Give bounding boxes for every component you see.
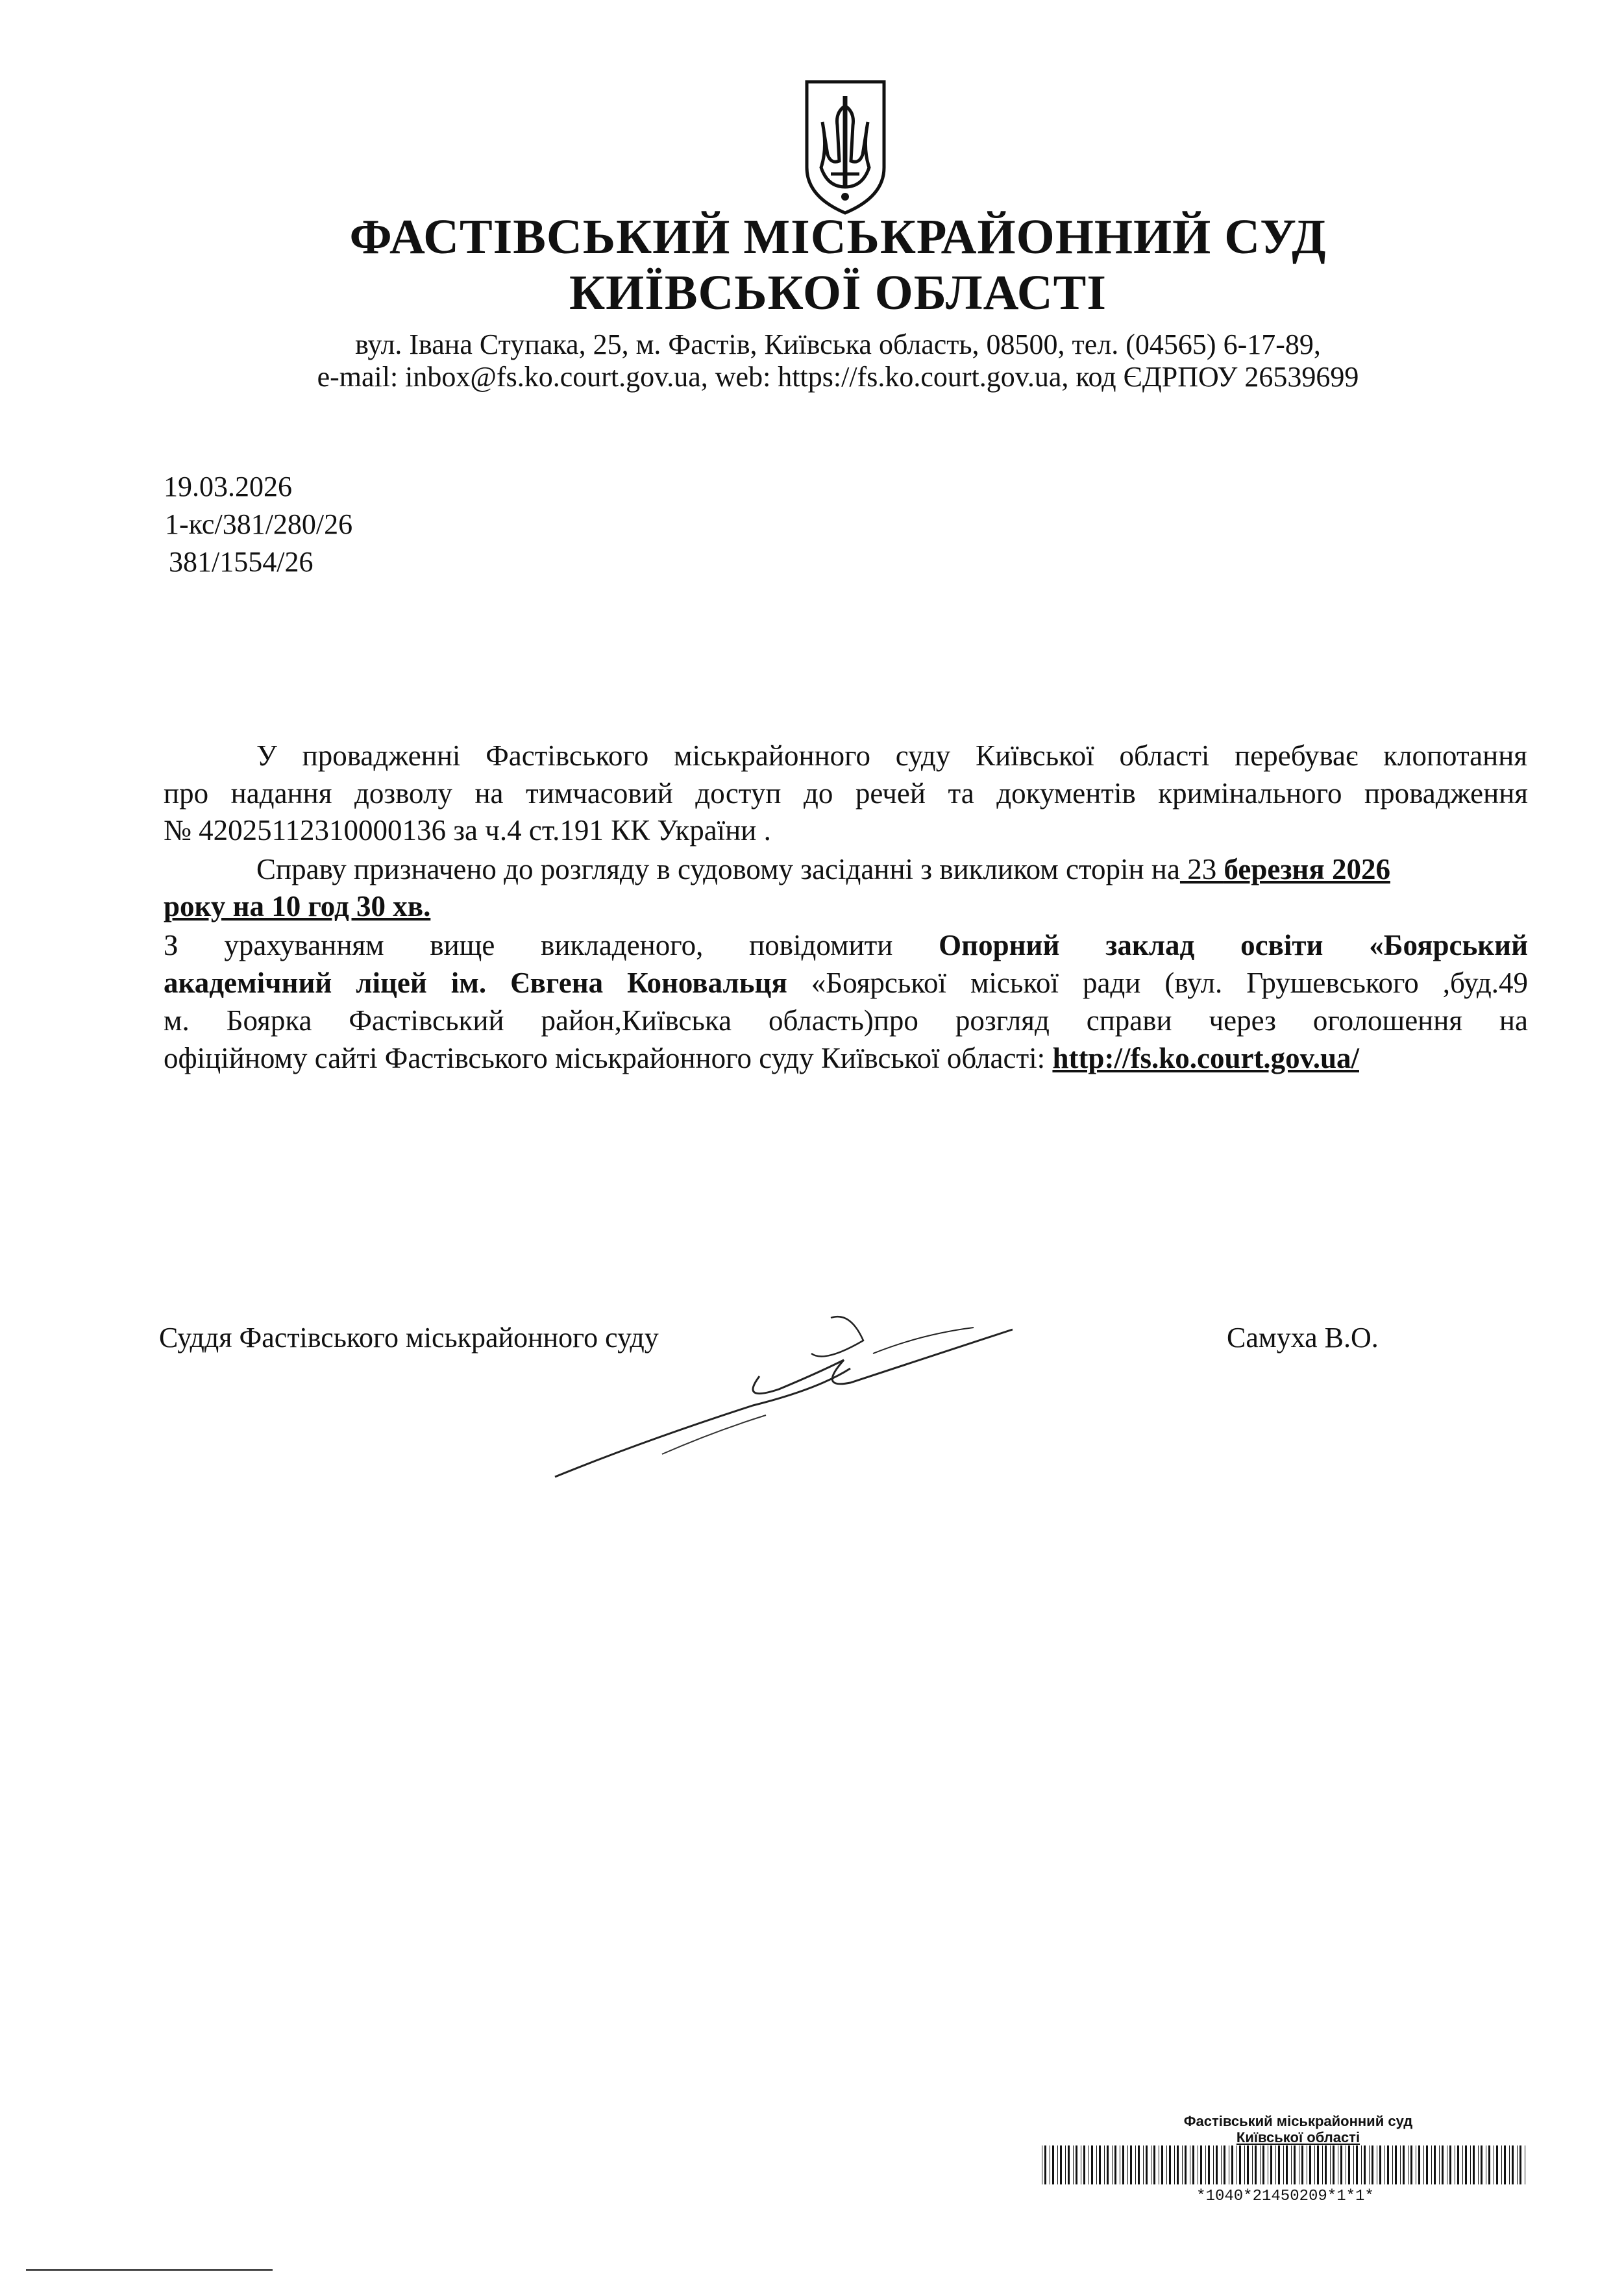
barcode-bar bbox=[1231, 2145, 1233, 2184]
barcode-bar bbox=[1501, 2145, 1502, 2184]
barcode-bar bbox=[1473, 2145, 1475, 2184]
barcode-bar bbox=[1325, 2145, 1327, 2184]
judge-name: Самуха В.О. bbox=[1227, 1322, 1379, 1354]
barcode-bar bbox=[1356, 2145, 1358, 2184]
barcode bbox=[1039, 2145, 1532, 2184]
barcode-bar bbox=[1400, 2145, 1401, 2184]
barcode-bar bbox=[1496, 2145, 1498, 2184]
barcode-bar bbox=[1403, 2145, 1405, 2184]
stamp-court-name: Фастівський міськрайонний суд bbox=[1183, 2113, 1413, 2129]
barcode-bar bbox=[1221, 2145, 1222, 2184]
barcode-bar bbox=[1340, 2145, 1342, 2184]
barcode-bar bbox=[1426, 2145, 1428, 2184]
barcode-bar bbox=[1185, 2145, 1187, 2184]
notice-line: м. Боярка Фастівський район,Київська область)про розгляд справи через оголошення на bbox=[164, 1004, 1528, 1037]
document-date: 19.03.2026 bbox=[164, 471, 292, 502]
barcode-bar bbox=[1122, 2145, 1124, 2184]
barcode-bar bbox=[1517, 2145, 1518, 2184]
barcode-bar bbox=[1291, 2145, 1292, 2184]
barcode-bar bbox=[1478, 2145, 1479, 2184]
barcode-bar bbox=[1423, 2145, 1424, 2184]
hearing-line bbox=[256, 854, 1555, 886]
notice-text: З урахуванням вище викладеного, повідомити bbox=[164, 929, 893, 961]
barcode-bar bbox=[1205, 2145, 1206, 2184]
barcode-bar bbox=[1322, 2145, 1323, 2184]
barcode-bar bbox=[1247, 2145, 1249, 2184]
barcode-bar bbox=[1309, 2145, 1311, 2184]
court-name-line2: КИЇВСЬКОЇ ОБЛАСТІ bbox=[569, 266, 1107, 320]
barcode-bar bbox=[1130, 2145, 1132, 2184]
trident-emblem-icon bbox=[802, 77, 889, 216]
barcode-bar bbox=[1260, 2145, 1261, 2184]
barcode-bar bbox=[1270, 2145, 1272, 2184]
barcode-bar bbox=[1462, 2145, 1463, 2184]
barcode-bar bbox=[1286, 2145, 1288, 2184]
barcode-bar bbox=[1161, 2145, 1163, 2184]
barcode-bar bbox=[1434, 2145, 1436, 2184]
body-line: № 42025112310000136 за ч.4 ст.191 КК України . bbox=[164, 814, 771, 847]
barcode-bar bbox=[1068, 2145, 1070, 2184]
court-contacts: e-mail: inbox@fs.ko.court.gov.ua, web: https://fs.ko.court.gov.ua, код ЄДРПОУ 26539699 bbox=[317, 361, 1359, 393]
barcode-bar bbox=[1099, 2145, 1101, 2184]
barcode-bar bbox=[1192, 2145, 1194, 2184]
barcode-bar bbox=[1442, 2145, 1444, 2184]
barcode-bar bbox=[1348, 2145, 1350, 2184]
barcode-bar bbox=[1275, 2145, 1276, 2184]
body-line: про надання дозволу на тимчасовий доступ до речей та документів кримінального провадження bbox=[164, 777, 1528, 810]
hearing-text: Справу призначено до розгляду в судовому засіданні з викликом сторін на bbox=[256, 853, 1180, 885]
school-name-cont: академічний ліцей ім. Євгена Коновальця bbox=[164, 967, 787, 999]
barcode-bar bbox=[1283, 2145, 1284, 2184]
barcode-bar bbox=[1512, 2145, 1514, 2184]
barcode-bar bbox=[1504, 2145, 1506, 2184]
barcode-bar bbox=[1278, 2145, 1280, 2184]
barcode-bar bbox=[1330, 2145, 1331, 2184]
barcode-bar bbox=[1083, 2145, 1085, 2184]
barcode-bar bbox=[1262, 2145, 1264, 2184]
registration-number: 381/1554/26 bbox=[169, 546, 314, 578]
barcode-bar bbox=[1364, 2145, 1366, 2184]
barcode-bar bbox=[1216, 2145, 1218, 2184]
barcode-bar bbox=[1052, 2145, 1054, 2184]
barcode-bar bbox=[1470, 2145, 1471, 2184]
barcode-bar bbox=[1112, 2145, 1113, 2184]
barcode-text: *1040*21450209*1*1* bbox=[1196, 2188, 1374, 2205]
barcode-bar bbox=[1169, 2145, 1171, 2184]
court-name-line1: ФАСТІВСЬКИЙ МІСЬКРАЙОННИЙ СУД bbox=[349, 210, 1327, 264]
barcode-bar bbox=[1488, 2145, 1490, 2184]
barcode-bar bbox=[1395, 2145, 1397, 2184]
barcode-bar bbox=[1387, 2145, 1389, 2184]
judge-title: Суддя Фастівського міськрайонного суду bbox=[159, 1322, 659, 1354]
footer-divider bbox=[26, 2269, 273, 2271]
barcode-bar bbox=[1408, 2145, 1409, 2184]
barcode-bar bbox=[1114, 2145, 1116, 2184]
barcode-bar bbox=[1182, 2145, 1183, 2184]
barcode-bar bbox=[1138, 2145, 1140, 2184]
barcode-bar bbox=[1465, 2145, 1467, 2184]
barcode-bar bbox=[1379, 2145, 1381, 2184]
court-address: вул. Івана Ступака, 25, м. Фастів, Київська область, 08500, тел. (04565) 6-17-89, bbox=[355, 328, 1321, 360]
barcode-bar bbox=[1244, 2145, 1245, 2184]
barcode-bar bbox=[1073, 2145, 1074, 2184]
barcode-bar bbox=[1384, 2145, 1385, 2184]
barcode-bar bbox=[1091, 2145, 1093, 2184]
barcode-bar bbox=[1153, 2145, 1155, 2184]
notice-text: офіційному сайті Фастівського міськрайонного суду Київської області: bbox=[164, 1042, 1053, 1074]
barcode-bar bbox=[1301, 2145, 1303, 2184]
barcode-bar bbox=[1143, 2145, 1144, 2184]
barcode-bar bbox=[1146, 2145, 1148, 2184]
barcode-bar bbox=[1200, 2145, 1202, 2184]
notice-line bbox=[164, 930, 1528, 962]
notice-line bbox=[164, 1043, 1528, 1075]
barcode-bar bbox=[1449, 2145, 1451, 2184]
hearing-month-year: березня 2026 bbox=[1224, 853, 1390, 885]
school-address: «Боярської міської ради (вул. Грушевського ,буд.49 bbox=[787, 967, 1528, 999]
body-line: У провадженні Фастівського міськрайонного суду Київської області перебуває клопотання bbox=[256, 739, 1527, 772]
barcode-bar bbox=[1060, 2145, 1062, 2184]
barcode-bar bbox=[1236, 2145, 1237, 2184]
barcode-bar bbox=[1213, 2145, 1214, 2184]
barcode-bar bbox=[1314, 2145, 1315, 2184]
barcode-bar bbox=[1252, 2145, 1253, 2184]
barcode-bar bbox=[1457, 2145, 1459, 2184]
barcode-bar bbox=[1431, 2145, 1432, 2184]
barcode-bar bbox=[1107, 2145, 1109, 2184]
barcode-bar bbox=[1255, 2145, 1257, 2184]
barcode-bar bbox=[1333, 2145, 1335, 2184]
barcode-bar bbox=[1481, 2145, 1483, 2184]
barcode-bar bbox=[1174, 2145, 1175, 2184]
hearing-time: року на 10 год 30 хв. bbox=[164, 890, 431, 922]
barcode-bar bbox=[1096, 2145, 1097, 2184]
hearing-day: 23 bbox=[1179, 853, 1224, 885]
barcode-bar bbox=[1294, 2145, 1296, 2184]
barcode-bar bbox=[1127, 2145, 1128, 2184]
school-name: Опорний заклад освіти «Боярський bbox=[939, 929, 1529, 961]
barcode-bar bbox=[1135, 2145, 1136, 2184]
notice-line bbox=[164, 967, 1528, 1000]
barcode-bar bbox=[1361, 2145, 1362, 2184]
barcode-bar bbox=[1369, 2145, 1370, 2184]
barcode-bar bbox=[1439, 2145, 1440, 2184]
barcode-bar bbox=[1418, 2145, 1420, 2184]
barcode-bar bbox=[1410, 2145, 1412, 2184]
handwritten-signature bbox=[545, 1292, 1039, 1506]
barcode-bar bbox=[1057, 2145, 1058, 2184]
barcode-bar bbox=[1372, 2145, 1373, 2184]
barcode-bar bbox=[1065, 2145, 1066, 2184]
barcode-bar bbox=[1509, 2145, 1510, 2184]
barcode-bar bbox=[1104, 2145, 1105, 2184]
court-website-link[interactable]: http://fs.ko.court.gov.ua/ bbox=[1052, 1042, 1359, 1074]
barcode-bar bbox=[1317, 2145, 1319, 2184]
barcode-bar bbox=[1044, 2145, 1046, 2184]
barcode-bar bbox=[1177, 2145, 1179, 2184]
barcode-bar bbox=[1076, 2145, 1077, 2184]
barcode-bar bbox=[1519, 2145, 1521, 2184]
barcode-bar bbox=[1392, 2145, 1393, 2184]
barcode-bar bbox=[1166, 2145, 1167, 2184]
barcode-bar bbox=[1224, 2145, 1225, 2184]
case-number: 1-кс/381/280/26 bbox=[165, 508, 353, 540]
barcode-bar bbox=[1208, 2145, 1210, 2184]
stamp-region: Київської області bbox=[1236, 2129, 1360, 2145]
barcode-bar bbox=[1239, 2145, 1241, 2184]
barcode-bar bbox=[1353, 2145, 1354, 2184]
